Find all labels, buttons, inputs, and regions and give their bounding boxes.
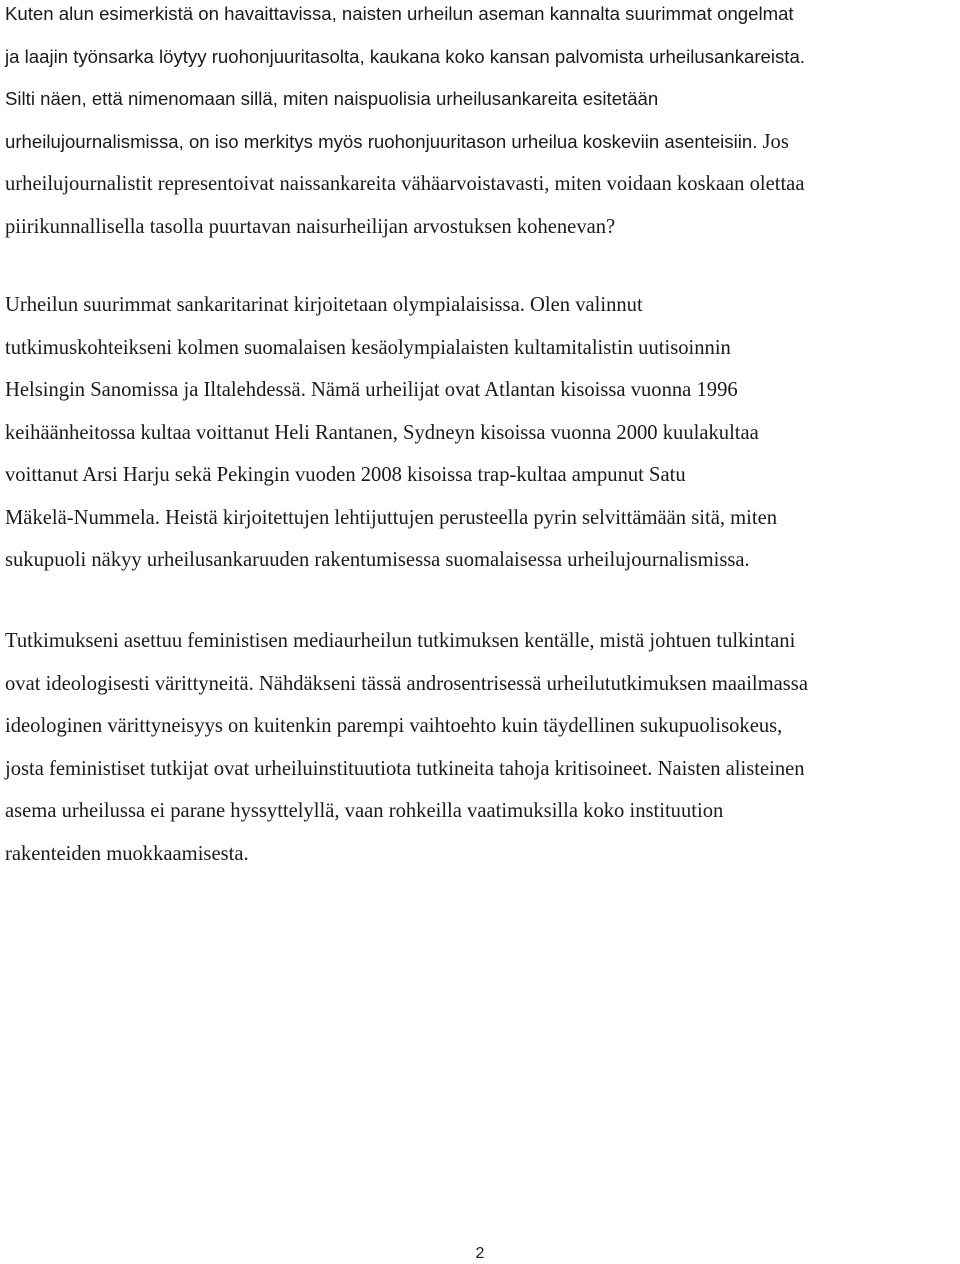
paragraph-line: asema urheilussa ei parane hyssyttelyllä, vaan rohkeilla vaatimuksilla koko instituution <box>5 800 724 822</box>
paragraph-line: Helsingin Sanomissa ja Iltalehdessä. Nämä urheilijat ovat Atlantan kisoissa vuonna 1996 <box>5 379 738 401</box>
paragraph-line: sukupuoli näkyy urheilusankaruuden rakentumisessa suomalaisessa urheilujournalismissa. <box>5 549 750 571</box>
paragraph-line: voittanut Arsi Harju sekä Pekingin vuoden 2008 kisoissa trap-kultaa ampunut Satu <box>5 464 686 486</box>
paragraph-line: ideologinen värittyneisyys on kuitenkin parempi vaihtoehto kuin täydellinen sukupuolisokeus, <box>5 715 783 737</box>
paragraph-2 <box>5 284 955 582</box>
paragraph-line: josta feministiset tutkijat ovat urheiluinstituutiota tutkineita tahoja kritisoineet. Naisten alisteinen <box>5 757 805 780</box>
paragraph-line: ja laajin työnsarka löytyy ruohonjuuritasolta, kaukana koko kansan palvomista urheilusankareista. <box>5 45 805 67</box>
paragraph-line: keihäänheitossa kultaa voittanut Heli Rantanen, Sydneyn kisoissa vuonna 2000 kuulakultaa <box>5 421 759 444</box>
paragraph-line: rakenteiden muokkaamisesta. <box>5 842 249 865</box>
paragraph-line: Kuten alun esimerkistä on havaittavissa, naisten urheilun aseman kannalta suurimmat ongelmat <box>5 3 794 24</box>
paragraph-line: Silti näen, että nimenomaan sillä, miten naispuolisia urheilusankareita esitetään <box>5 88 659 109</box>
paragraph-line <box>5 121 955 164</box>
page-number: 2 <box>475 1245 485 1262</box>
paragraph-line: ovat ideologisesti värittyneitä. Nähdäkseni tässä androsentrisessä urheilututkimuksen maailmassa <box>5 672 808 695</box>
paragraph-line: Mäkelä-Nummela. Heistä kirjoitettujen lehtijuttujen perusteella pyrin selvittämään sitä, miten <box>5 506 778 529</box>
paragraph-1 <box>5 0 955 248</box>
paragraph-line: Tutkimukseni asettuu feministisen mediaurheilun tutkimuksen kentälle, mistä johtuen tulkintani <box>5 630 796 652</box>
paragraph-line-segment: urheilujournalismissa, on iso merkitys myös ruohonjuuritason urheilua koskeviin asenteisiin. <box>5 130 758 152</box>
paragraph-line: urheilujournalistit representoivat naissankareita vähäarvoistavasti, miten voidaan koskaan olettaa <box>5 173 805 195</box>
paragraph-line: Urheilun suurimmat sankaritarinat kirjoitetaan olympialaisissa. Olen valinnut <box>5 294 643 316</box>
paragraph-line-segment: Jos <box>762 130 789 153</box>
paragraph-line: tutkimuskohteikseni kolmen suomalaisen kesäolympialaisten kultamitalistin uutisoinnin <box>5 336 731 359</box>
paragraph-line: piirikunnallisella tasolla puurtavan naisurheilijan arvostuksen kohenevan? <box>5 215 616 238</box>
paragraph-3 <box>5 620 955 875</box>
